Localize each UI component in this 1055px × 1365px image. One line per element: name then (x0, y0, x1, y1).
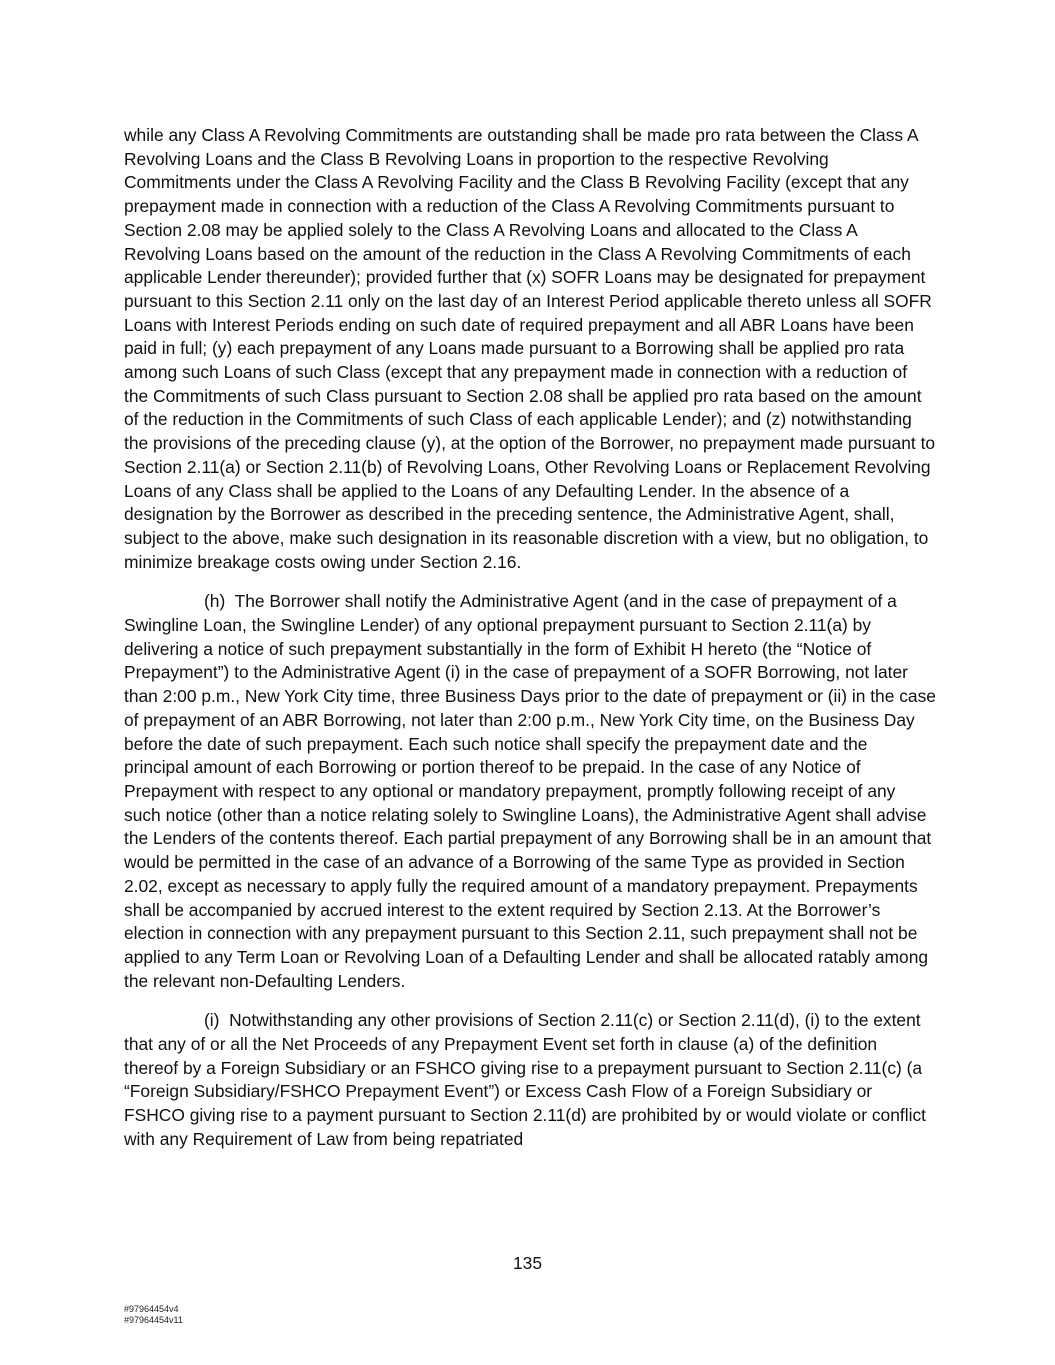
paragraph-text: while any Class A Revolving Commitments are outstanding shall be made pro rata between the Class A Revolving Loans and the Class B Revolving Loans in proportion to the respective Revolving Commitments under the Class A Revolving Facility and the Class B Revolving Facility (except that any prepayment made in connection with a reduction of the Class A Revolving Commitments pursuant to Section 2.08 may be applied solely to the Class A Revolving Loans and allocated to the Class A Revolving Loans based on the amount of the reduction in the Class A Revolving Commitments of each applicable Lender thereunder); provided further that (x) SOFR Loans may be designated for prepayment pursuant to this Section 2.11 only on the last day of an Interest Period applicable thereto unless all SOFR Loans with Interest Periods ending on such date of required prepayment and all ABR Loans have been paid in full; (y) each prepayment of any Loans made pursuant to a Borrowing shall be applied pro rata among such Loans of such Class (except that any prepayment made in connection with a reduction of the Commitments of such Class pursuant to Section 2.08 shall be applied pro rata based on the amount of the reduction in the Commitments of such Class of each applicable Lender); and (z) notwithstanding the provisions of the preceding clause (y), at the option of the Borrower, no prepayment made pursuant to Section 2.11(a) or Section 2.11(b) of Revolving Loans, Other Revolving Loans or Replacement Revolving Loans of any Class shall be applied to the Loans of any Defaulting Lender. In the absence of a designation by the Borrower as described in the preceding sentence, the Administrative Agent, shall, subject to the above, make such designation in its reasonable discretion with a view, but no obligation, to minimize breakage costs owing under Section 2.16. (124, 125, 936, 572)
body-text (124, 124, 936, 1168)
paragraph-text: Notwithstanding any other provisions of Section 2.11(c) or Section 2.11(d), (i) to the extent that any of or all the Net Proceeds of any Prepayment Event set forth in clause (a) of the definition thereof by a Foreign Subsidiary or an FSHCO giving rise to a prepayment pursuant to Section 2.11(c) (a “Foreign Subsidiary/FSHCO Prepayment Event”) or Excess Cash Flow of a Foreign Subsidiary or FSHCO giving rise to a payment pursuant to Section 2.11(d) are prohibited by or would violate or conflict with any Requirement of Law from being repatriated (124, 1010, 926, 1149)
paragraph-label: (h) (204, 591, 226, 612)
paragraph-text: The Borrower shall notify the Administrative Agent (and in the case of prepayment of a Swingline Loan, the Swingline Lender) of any optional prepayment pursuant to Section 2.11(a) by delivering a notice of such prepayment substantially in the form of Exhibit H hereto (the “Notice of Prepayment”) to the Administrative Agent (i) in the case of prepayment of a SOFR Borrowing, not later than 2:00 p.m., New York City time, three Business Days prior to the date of prepayment or (ii) in the case of prepayment of an ABR Borrowing, not later than 2:00 p.m., New York City time, on the Business Day before the date of such prepayment. Each such notice shall specify the prepayment date and the principal amount of each Borrowing or portion thereof to be prepaid. In the case of any Notice of Prepayment with respect to any optional or mandatory prepayment, promptly following receipt of any such notice (other than a notice relating solely to Swingline Loans), the Administrative Agent shall advise the Lenders of the contents thereof. Each partial prepayment of any Borrowing shall be in an amount that would be permitted in the case of an advance of a Borrowing of the same Type as provided in Section 2.02, except as necessary to apply fully the required amount of a mandatory prepayment. Prepayments shall be accompanied by accrued interest to the extent required by Section 2.13. At the Borrower’s election in connection with any prepayment pursuant to this Section 2.11, such prepayment shall not be applied to any Term Loan or Revolving Loan of a Defaulting Lender and shall be allocated ratably among the relevant non-Defaulting Lenders. (124, 591, 936, 991)
page-number: 135 (512, 1253, 542, 1273)
document-id: #97964454v11 (124, 1315, 183, 1325)
paragraph-label: (i) (204, 1010, 220, 1031)
paragraph-h (124, 590, 936, 993)
document-ids (124, 1304, 183, 1326)
paragraph-continuation (124, 124, 936, 574)
document-id: #97964454v4 (124, 1304, 179, 1314)
paragraph-i (124, 1009, 936, 1151)
